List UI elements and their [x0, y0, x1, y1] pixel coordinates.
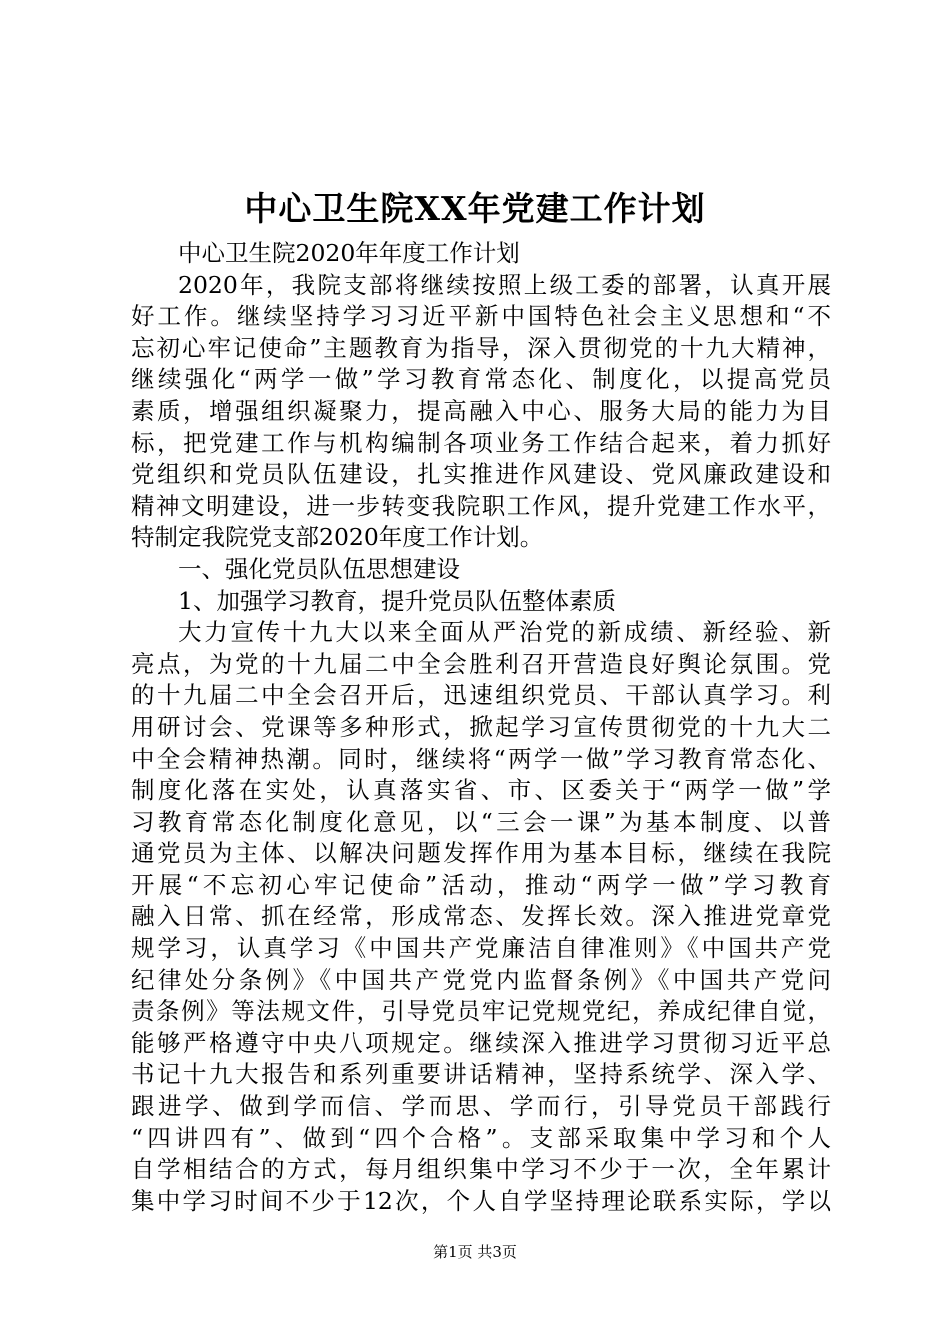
text-line: 用研讨会、党课等多种形式，掀起学习宣传贯彻党的十九大二: [131, 712, 831, 741]
text-line: 党组织和党员队伍建设，扎实推进作风建设、党风廉政建设和: [131, 460, 831, 489]
document-title: 中心卫生院XX年党建工作计划: [244, 189, 706, 228]
text-line: 标，把党建工作与机构编制各项业务工作结合起来，着力抓好: [131, 428, 831, 457]
text-line: 书记十九大报告和系列重要讲话精神，坚持系统学、深入学、: [131, 1060, 831, 1089]
text-line: 好工作。继续坚持学习习近平新中国特色社会主义思想和“不: [131, 302, 831, 331]
text-line: 制度化落在实处，认真落实省、市、区委关于“两学一做”学: [131, 776, 831, 805]
text-line: 责条例》等法规文件，引导党员牢记党规党纪，养成纪律自觉，: [131, 997, 831, 1026]
text-line: 跟进学、做到学而信、学而思、学而行，引导党员干部践行: [131, 1092, 831, 1121]
text-line: 规学习，认真学习《中国共产党廉洁自律准则》《中国共产党: [131, 934, 831, 963]
subsection-heading: 1、加强学习教育，提升党员队伍整体素质: [178, 586, 616, 615]
text-line: 自学相结合的方式，每月组织集中学习不少于一次，全年累计: [131, 1155, 831, 1184]
text-line: 集中学习时间不少于12次，个人自学坚持理论联系实际，学以: [131, 1186, 831, 1215]
text-line: 特制定我院党支部2020年度工作计划。: [131, 523, 544, 552]
text-line: 大力宣传十九大以来全面从严治党的新成绩、新经验、新: [178, 618, 831, 647]
text-line: 忘初心牢记使命”主题教育为指导，深入贯彻党的十九大精神，: [131, 333, 831, 362]
document-body: [131, 238, 831, 1217]
text-line: 2020年，我院支部将继续按照上级工委的部署，认真开展: [178, 270, 831, 299]
text-line: 能够严格遵守中央八项规定。继续深入推进学习贯彻习近平总: [131, 1028, 831, 1057]
text-line: 通党员为主体、以解决问题发挥作用为基本目标，继续在我院: [131, 839, 831, 868]
text-line: 亮点，为党的十九届二中全会胜利召开营造良好舆论氛围。党: [131, 649, 831, 678]
text-line: 的十九届二中全会召开后，迅速组织党员、干部认真学习。利: [131, 681, 831, 710]
text-line: 中心卫生院2020年年度工作计划: [178, 239, 520, 267]
text-line: 习教育常态化制度化意见，以“三会一课”为基本制度、以普: [131, 807, 831, 836]
section-heading: 一、强化党员队伍思想建设: [178, 554, 460, 583]
text-line: 精神文明建设，进一步转变我院职工作风，提升党建工作水平，: [131, 491, 831, 520]
page-footer: 第1页 共3页: [433, 1243, 517, 1261]
text-line: 开展“不忘初心牢记使命”活动，推动“两学一做”学习教育: [131, 870, 831, 899]
text-line: “四讲四有”、做到“四个合格”。支部采取集中学习和个人: [131, 1123, 831, 1152]
text-line: 纪律处分条例》《中国共产党党内监督条例》《中国共产党问: [131, 965, 831, 994]
text-line: 中全会精神热潮。同时，继续将“两学一做”学习教育常态化、: [131, 744, 831, 773]
text-line: 素质，增强组织凝聚力，提高融入中心、服务大局的能力为目: [131, 396, 831, 425]
text-line: 融入日常、抓在经常，形成常态、发挥长效。深入推进党章党: [131, 902, 831, 931]
text-line: 继续强化“两学一做”学习教育常态化、制度化，以提高党员: [131, 365, 831, 394]
